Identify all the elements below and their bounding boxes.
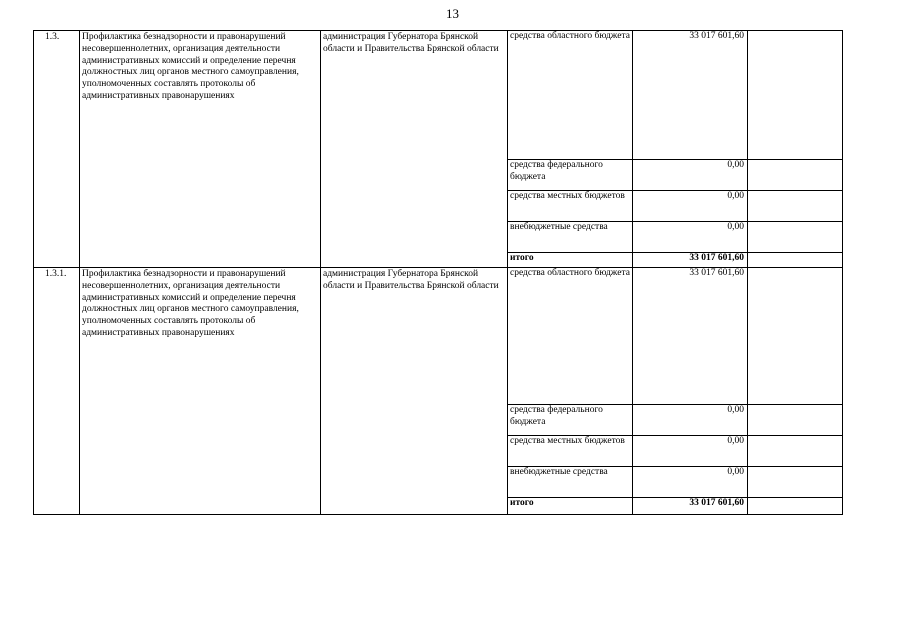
funding-amount: 0,00 [633, 405, 748, 436]
funding-source: средства областного бюджета [508, 31, 633, 160]
funding-source: внебюджетные средства [508, 467, 633, 498]
funding-extra [748, 405, 843, 436]
funding-extra [748, 160, 843, 191]
funding-source: средства областного бюджета [508, 268, 633, 405]
funding-source: средства федерального бюджета [508, 405, 633, 436]
funding-source: итого [508, 498, 633, 515]
funding-extra [748, 253, 843, 268]
funding-amount: 33 017 601,60 [633, 31, 748, 160]
item-name: Профилактика безнадзорности и правонарушений несовершеннолетних, организация деятельности административных комиссий и определение перечня должностных лиц органов местного самоуправления, уполномоченных составлять протоколы об административных правонарушениях [80, 31, 321, 268]
funding-source: итого [508, 253, 633, 268]
funding-amount: 33 017 601,60 [633, 253, 748, 268]
funding-amount: 0,00 [633, 467, 748, 498]
funding-amount: 33 017 601,60 [633, 498, 748, 515]
budget-table [33, 30, 843, 515]
funding-source: средства местных бюджетов [508, 436, 633, 467]
funding-extra [748, 436, 843, 467]
funding-amount: 0,00 [633, 222, 748, 253]
funding-amount: 0,00 [633, 191, 748, 222]
item-number: 1.3. [34, 31, 80, 268]
page-number: 13 [446, 6, 459, 21]
item-name: Профилактика безнадзорности и правонарушений несовершеннолетних, организация деятельности административных комиссий и определение перечня должностных лиц органов местного самоуправления, уполномоченных составлять протоколы об административных правонарушениях [80, 268, 321, 515]
funding-amount: 33 017 601,60 [633, 268, 748, 405]
funding-extra [748, 191, 843, 222]
funding-extra [748, 222, 843, 253]
funding-extra [748, 268, 843, 405]
table-row [34, 31, 843, 160]
funding-amount: 0,00 [633, 436, 748, 467]
funding-extra [748, 498, 843, 515]
item-executor: администрация Губернатора Брянской области и Правительства Брянской области [321, 268, 508, 515]
table-row [34, 268, 843, 405]
funding-source: средства местных бюджетов [508, 191, 633, 222]
funding-amount: 0,00 [633, 160, 748, 191]
funding-source: средства федерального бюджета [508, 160, 633, 191]
funding-extra [748, 31, 843, 160]
item-number: 1.3.1. [34, 268, 80, 515]
item-executor: администрация Губернатора Брянской области и Правительства Брянской области [321, 31, 508, 268]
funding-extra [748, 467, 843, 498]
funding-source: внебюджетные средства [508, 222, 633, 253]
